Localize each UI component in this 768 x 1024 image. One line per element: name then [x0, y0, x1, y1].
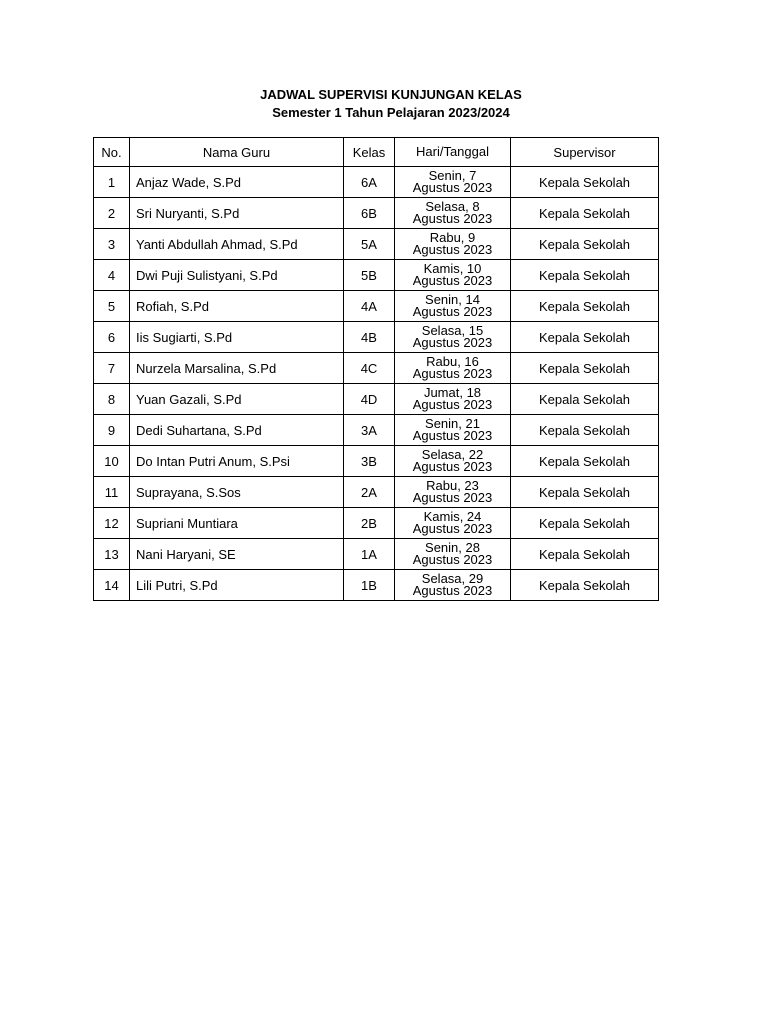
table-row: [94, 539, 659, 570]
cell-hari-tanggal: [395, 508, 511, 539]
table-body: [94, 167, 659, 601]
cell-hari-tanggal: [395, 477, 511, 508]
cell-nama-guru: Rofiah, S.Pd: [130, 291, 344, 322]
table-row: [94, 353, 659, 384]
cell-hari-tanggal: [395, 415, 511, 446]
cell-hari: Selasa, 29: [421, 571, 484, 586]
header-row: [94, 138, 659, 167]
cell-hari: Rabu, 16: [426, 354, 479, 369]
cell-hari: Rabu, 23: [426, 478, 479, 493]
cell-bulan: Agustus 2023: [412, 490, 493, 505]
cell-kelas: 2B: [344, 508, 395, 539]
cell-kelas: 1B: [344, 570, 395, 601]
table-row: [94, 570, 659, 601]
cell-hari: Selasa, 22: [421, 447, 484, 462]
cell-nama-guru: Nani Haryani, SE: [130, 539, 344, 570]
header-nama-guru: Nama Guru: [130, 138, 344, 167]
table-row: [94, 508, 659, 539]
cell-supervisor: Kepala Sekolah: [511, 415, 659, 446]
cell-hari: Rabu, 9: [429, 230, 476, 245]
cell-supervisor: Kepala Sekolah: [511, 260, 659, 291]
cell-nama-guru: Dedi Suhartana, S.Pd: [130, 415, 344, 446]
cell-hari: Kamis, 10: [423, 261, 482, 276]
cell-hari-tanggal: [395, 260, 511, 291]
cell-bulan: Agustus 2023: [412, 428, 493, 443]
cell-supervisor: Kepala Sekolah: [511, 570, 659, 601]
document-title: JADWAL SUPERVISI KUNJUNGAN KELAS: [260, 87, 522, 102]
cell-no: 2: [94, 198, 130, 229]
cell-bulan: Agustus 2023: [412, 521, 493, 536]
cell-nama-guru: Dwi Puji Sulistyani, S.Pd: [130, 260, 344, 291]
cell-kelas: 1A: [344, 539, 395, 570]
table-row: [94, 446, 659, 477]
header-supervisor: Supervisor: [511, 138, 659, 167]
header-kelas: Kelas: [344, 138, 395, 167]
cell-nama-guru: Nurzela Marsalina, S.Pd: [130, 353, 344, 384]
cell-kelas: 4C: [344, 353, 395, 384]
cell-hari: Selasa, 15: [421, 323, 484, 338]
cell-bulan: Agustus 2023: [412, 397, 493, 412]
cell-hari: Senin, 21: [425, 416, 480, 431]
cell-no: 1: [94, 167, 130, 198]
cell-supervisor: Kepala Sekolah: [511, 384, 659, 415]
cell-hari: Selasa, 8: [425, 199, 480, 214]
cell-bulan: Agustus 2023: [412, 180, 493, 195]
cell-no: 13: [94, 539, 130, 570]
cell-no: 6: [94, 322, 130, 353]
cell-supervisor: Kepala Sekolah: [511, 508, 659, 539]
document-header: [0, 86, 768, 122]
document-subtitle: Semester 1 Tahun Pelajaran 2023/2024: [272, 105, 510, 120]
cell-kelas: 5A: [344, 229, 395, 260]
table-row: [94, 477, 659, 508]
cell-kelas: 5B: [344, 260, 395, 291]
cell-supervisor: Kepala Sekolah: [511, 446, 659, 477]
header-no: No.: [94, 138, 130, 167]
table-row: [94, 384, 659, 415]
cell-bulan: Agustus 2023: [412, 242, 493, 257]
cell-supervisor: Kepala Sekolah: [511, 167, 659, 198]
cell-kelas: 3B: [344, 446, 395, 477]
cell-supervisor: Kepala Sekolah: [511, 291, 659, 322]
cell-no: 12: [94, 508, 130, 539]
cell-nama-guru: Sri Nuryanti, S.Pd: [130, 198, 344, 229]
cell-no: 5: [94, 291, 130, 322]
cell-kelas: 4B: [344, 322, 395, 353]
cell-no: 4: [94, 260, 130, 291]
cell-hari: Senin, 28: [425, 540, 480, 555]
cell-kelas: 6B: [344, 198, 395, 229]
header-hari-tanggal: Hari/Tanggal: [395, 138, 511, 167]
cell-supervisor: Kepala Sekolah: [511, 229, 659, 260]
cell-bulan: Agustus 2023: [412, 335, 493, 350]
cell-nama-guru: Iis Sugiarti, S.Pd: [130, 322, 344, 353]
cell-hari: Senin, 14: [425, 292, 480, 307]
cell-nama-guru: Suprayana, S.Sos: [130, 477, 344, 508]
cell-bulan: Agustus 2023: [412, 583, 493, 598]
cell-no: 9: [94, 415, 130, 446]
cell-hari-tanggal: [395, 384, 511, 415]
cell-bulan: Agustus 2023: [412, 366, 493, 381]
cell-kelas: 4A: [344, 291, 395, 322]
table-row: [94, 291, 659, 322]
cell-hari-tanggal: [395, 229, 511, 260]
cell-bulan: Agustus 2023: [412, 273, 493, 288]
cell-bulan: Agustus 2023: [412, 459, 493, 474]
cell-no: 10: [94, 446, 130, 477]
cell-no: 11: [94, 477, 130, 508]
table-row: [94, 229, 659, 260]
table-row: [94, 167, 659, 198]
cell-nama-guru: Yuan Gazali, S.Pd: [130, 384, 344, 415]
cell-hari-tanggal: [395, 322, 511, 353]
table-header: [94, 138, 659, 167]
cell-no: 8: [94, 384, 130, 415]
cell-supervisor: Kepala Sekolah: [511, 322, 659, 353]
cell-hari-tanggal: [395, 446, 511, 477]
cell-nama-guru: Lili Putri, S.Pd: [130, 570, 344, 601]
schedule-table: [93, 137, 659, 601]
cell-supervisor: Kepala Sekolah: [511, 539, 659, 570]
cell-hari-tanggal: [395, 570, 511, 601]
cell-hari: Kamis, 24: [423, 509, 482, 524]
cell-hari-tanggal: [395, 198, 511, 229]
cell-kelas: 2A: [344, 477, 395, 508]
cell-bulan: Agustus 2023: [412, 211, 493, 226]
table-row: [94, 322, 659, 353]
cell-hari: Senin, 7: [428, 168, 477, 183]
cell-no: 7: [94, 353, 130, 384]
cell-supervisor: Kepala Sekolah: [511, 477, 659, 508]
table-row: [94, 198, 659, 229]
cell-no: 14: [94, 570, 130, 601]
cell-hari: Jumat, 18: [423, 385, 482, 400]
cell-supervisor: Kepala Sekolah: [511, 353, 659, 384]
cell-supervisor: Kepala Sekolah: [511, 198, 659, 229]
cell-kelas: 3A: [344, 415, 395, 446]
table-row: [94, 260, 659, 291]
cell-bulan: Agustus 2023: [412, 552, 493, 567]
cell-nama-guru: Do Intan Putri Anum, S.Psi: [130, 446, 344, 477]
cell-hari-tanggal: [395, 291, 511, 322]
cell-bulan: Agustus 2023: [412, 304, 493, 319]
cell-nama-guru: Anjaz Wade, S.Pd: [130, 167, 344, 198]
cell-nama-guru: Yanti Abdullah Ahmad, S.Pd: [130, 229, 344, 260]
cell-nama-guru: Supriani Muntiara: [130, 508, 344, 539]
cell-hari-tanggal: [395, 353, 511, 384]
cell-no: 3: [94, 229, 130, 260]
cell-hari-tanggal: [395, 167, 511, 198]
cell-kelas: 4D: [344, 384, 395, 415]
table-row: [94, 415, 659, 446]
cell-hari-tanggal: [395, 539, 511, 570]
cell-kelas: 6A: [344, 167, 395, 198]
